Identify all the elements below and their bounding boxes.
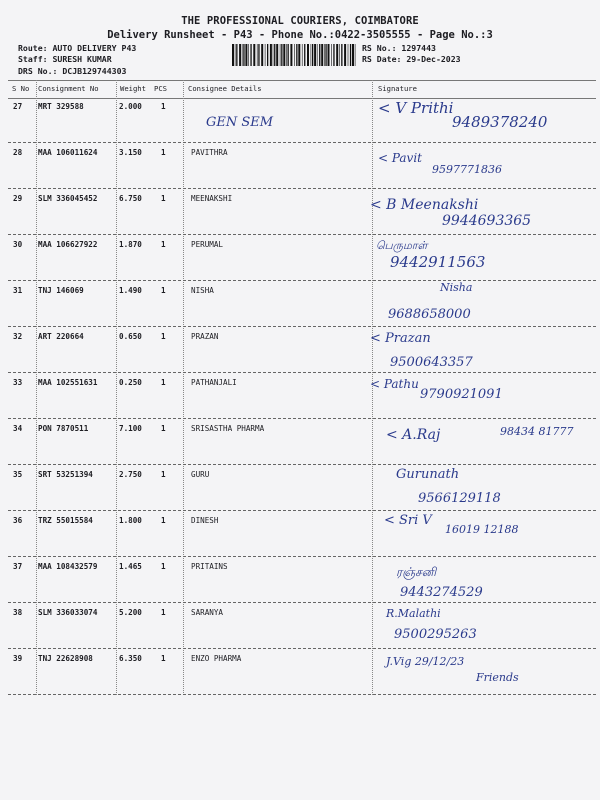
handwritten-name: GEN SEM [206,115,274,130]
barcode-bar [239,44,241,66]
cell-consignment: TRZ 55015584 [38,516,93,525]
cell-weight: 6.350 [119,654,142,663]
handwritten-phone: 16019 12188 [445,523,519,536]
cell-weight: 0.650 [119,332,142,341]
barcode-bar [257,44,258,66]
cell-consignee: NISHA [191,286,214,295]
cell-pcs: 1 [161,240,166,249]
barcode-bar [355,44,356,66]
barcode-bar [294,44,295,66]
barcode-bar [298,44,300,66]
barcode-bar [314,44,316,66]
barcode-bar [328,44,330,66]
cell-consignee: PRITAINS [191,562,228,571]
barcode-bar [281,44,282,66]
table-row [8,281,596,327]
cell-sno: 38 [13,608,23,617]
cell-consignment: SLM 336033074 [38,608,98,617]
barcode-image [232,44,357,66]
col-consignment: Consignment No [38,84,99,93]
cell-consignee: SARANYA [191,608,224,617]
signature-mark: < Pavit [378,151,422,165]
col-weight: Weight [120,84,146,93]
barcode-bar [261,44,263,66]
handwritten-phone: Friends [476,671,519,684]
barcode-bar [235,44,236,66]
barcode-bar [236,44,237,66]
signature-mark: < Prazan [370,331,431,346]
barcode-bar [274,44,275,66]
cell-pcs: 1 [161,424,166,433]
handwritten-phone: 9688658000 [388,307,471,322]
cell-pcs: 1 [161,332,166,341]
barcode-bar [243,44,244,66]
cell-sno: 30 [13,240,23,249]
barcode-bar [331,44,332,66]
cell-pcs: 1 [161,470,166,479]
barcode-bar [325,44,326,66]
table-row [8,419,596,465]
cell-sno: 32 [13,332,23,341]
cell-consignment: TNJ 22628908 [38,654,93,663]
handwritten-phone: 9597771836 [432,163,502,176]
table-row [8,235,596,281]
signature-mark: < V Prithi [378,99,454,117]
table-row [8,649,596,695]
cell-consignee: DINESH [191,516,219,525]
cell-sno: 27 [13,102,23,111]
barcode-bar [283,44,285,66]
handwritten-phone: 98434 81777 [500,425,574,438]
cell-consignment: MAA 106011624 [38,148,98,157]
barcode-bar [280,44,281,66]
cell-weight: 7.100 [119,424,142,433]
handwritten-phone: 9566129118 [418,491,501,506]
cell-consignment: MAA 108432579 [38,562,98,571]
barcode-bar [232,44,234,66]
cell-weight: 1.490 [119,286,142,295]
barcode-bar [317,44,318,66]
cell-consignment: MAA 102551631 [38,378,98,387]
cell-weight: 1.800 [119,516,142,525]
barcode-bar [267,44,268,66]
cell-sno: 31 [13,286,23,295]
cell-pcs: 1 [161,148,166,157]
barcode-bar [319,44,320,66]
barcode-bar [348,44,349,66]
barcode-bar [307,44,309,66]
table-row [8,373,596,419]
staff-label: Staff: SURESH KUMAR [18,54,112,64]
barcode-bar [276,44,278,66]
barcode-bar [242,44,243,66]
table-row [8,511,596,557]
cell-weight: 6.750 [119,194,142,203]
handwritten-phone: 9500295263 [394,627,477,642]
barcode-bar [304,44,305,66]
barcode-bar [352,44,354,66]
barcode-bar [336,44,338,66]
barcode-bar [296,44,297,66]
cell-consignment: SRT 53251394 [38,470,93,479]
cell-sno: 29 [13,194,23,203]
cell-consignment: TNJ 146069 [38,286,84,295]
cell-pcs: 1 [161,378,166,387]
cell-pcs: 1 [161,562,166,571]
cell-consignee: GURU [191,470,210,479]
table-row [8,603,596,649]
barcode-bar [258,44,259,66]
col-pcs: PCS [154,84,167,93]
drs-number: DRS No.: DCJB129744303 [18,66,127,76]
cell-consignment: MRT 329588 [38,102,84,111]
handwritten-phone: 9500643357 [390,355,473,370]
cell-sno: 37 [13,562,23,571]
col-consignee: Consignee Details [188,84,262,93]
barcode-bar [248,44,249,66]
cell-weight: 0.250 [119,378,142,387]
barcode-bar [311,44,312,66]
company-title: THE PROFESSIONAL COURIERS, COIMBATORE [181,15,419,27]
col-sno: S No [12,84,30,93]
barcode-bar [321,44,323,66]
cell-sno: 28 [13,148,23,157]
signature-mark: < Sri V [384,513,432,528]
barcode-bar [288,44,289,66]
cell-sno: 35 [13,470,23,479]
cell-consignee: PERUMAL [191,240,224,249]
route-label: Route: AUTO DELIVERY P43 [18,43,137,53]
barcode-bar [286,44,287,66]
barcode-bar [312,44,313,66]
handwritten-phone: 9443274529 [400,585,483,600]
barcode-bar [253,44,255,66]
table-row [8,189,596,235]
cell-weight: 3.150 [119,148,142,157]
row-divider [8,694,596,695]
signature-mark: < Pathu [370,377,419,391]
handwritten-phone: 9489378240 [452,113,548,131]
handwritten-name: Nisha [440,281,473,294]
cell-consignee: PATHANJALI [191,378,237,387]
cell-pcs: 1 [161,102,166,111]
barcode-bar [344,44,346,66]
barcode-bar [339,44,340,66]
barcode-bar [302,44,303,66]
cell-consignee: SRISASTHA PHARMA [191,424,265,433]
barcode-bar [265,44,266,66]
signature-mark: பெருமாள் [376,239,428,252]
table-row [8,97,596,143]
barcode-bar [333,44,334,66]
barcode-bar [245,44,247,66]
cell-weight: 2.000 [119,102,142,111]
cell-consignment: ART 220664 [38,332,84,341]
barcode-bar [341,44,342,66]
rs-date: RS Date: 29-Dec-2023 [362,54,461,64]
cell-pcs: 1 [161,608,166,617]
barcode-bar [324,44,325,66]
table-row [8,465,596,511]
cell-consignee: ENZO PHARMA [191,654,242,663]
table-row [8,143,596,189]
barcode-bar [273,44,274,66]
cell-sno: 34 [13,424,23,433]
cell-pcs: 1 [161,654,166,663]
cell-sno: 36 [13,516,23,525]
table-row [8,557,596,603]
signature-mark: < B Meenakshi [370,197,479,213]
cell-weight: 1.465 [119,562,142,571]
cell-consignment: MAA 106627922 [38,240,98,249]
signature-mark: < A.Raj [386,427,441,443]
handwritten-phone: 9944693365 [442,213,532,229]
rs-number: RS No.: 1297443 [362,43,436,53]
signature-mark: ரஞ்சனி [396,565,437,579]
cell-weight: 1.870 [119,240,142,249]
cell-consignee: MEENAKSHI [191,194,233,203]
col-signature: Signature [378,84,417,93]
cell-consignment: SLM 336045452 [38,194,98,203]
runsheet-subtitle: Delivery Runsheet - P43 - Phone No.:0422-3505555 - Page No.:3 [107,29,493,41]
cell-sno: 39 [13,654,23,663]
signature-mark: J.Vig 29/12/23 [386,655,465,668]
cell-weight: 2.750 [119,470,142,479]
cell-consignment: PON 7870511 [38,424,89,433]
handwritten-phone: 9442911563 [390,253,486,271]
barcode-bar [270,44,272,66]
barcode-bar [290,44,292,66]
cell-pcs: 1 [161,516,166,525]
cell-weight: 5.200 [119,608,142,617]
cell-pcs: 1 [161,286,166,295]
barcode-bar [250,44,251,66]
table-row [8,327,596,373]
cell-sno: 33 [13,378,23,387]
signature-mark: R.Malathi [386,607,441,620]
cell-pcs: 1 [161,194,166,203]
signature-mark: Gurunath [396,467,460,482]
handwritten-phone: 9790921091 [420,387,503,402]
cell-consignee: PAVITHRA [191,148,228,157]
barcode-bar [350,44,351,66]
cell-consignee: PRAZAN [191,332,219,341]
